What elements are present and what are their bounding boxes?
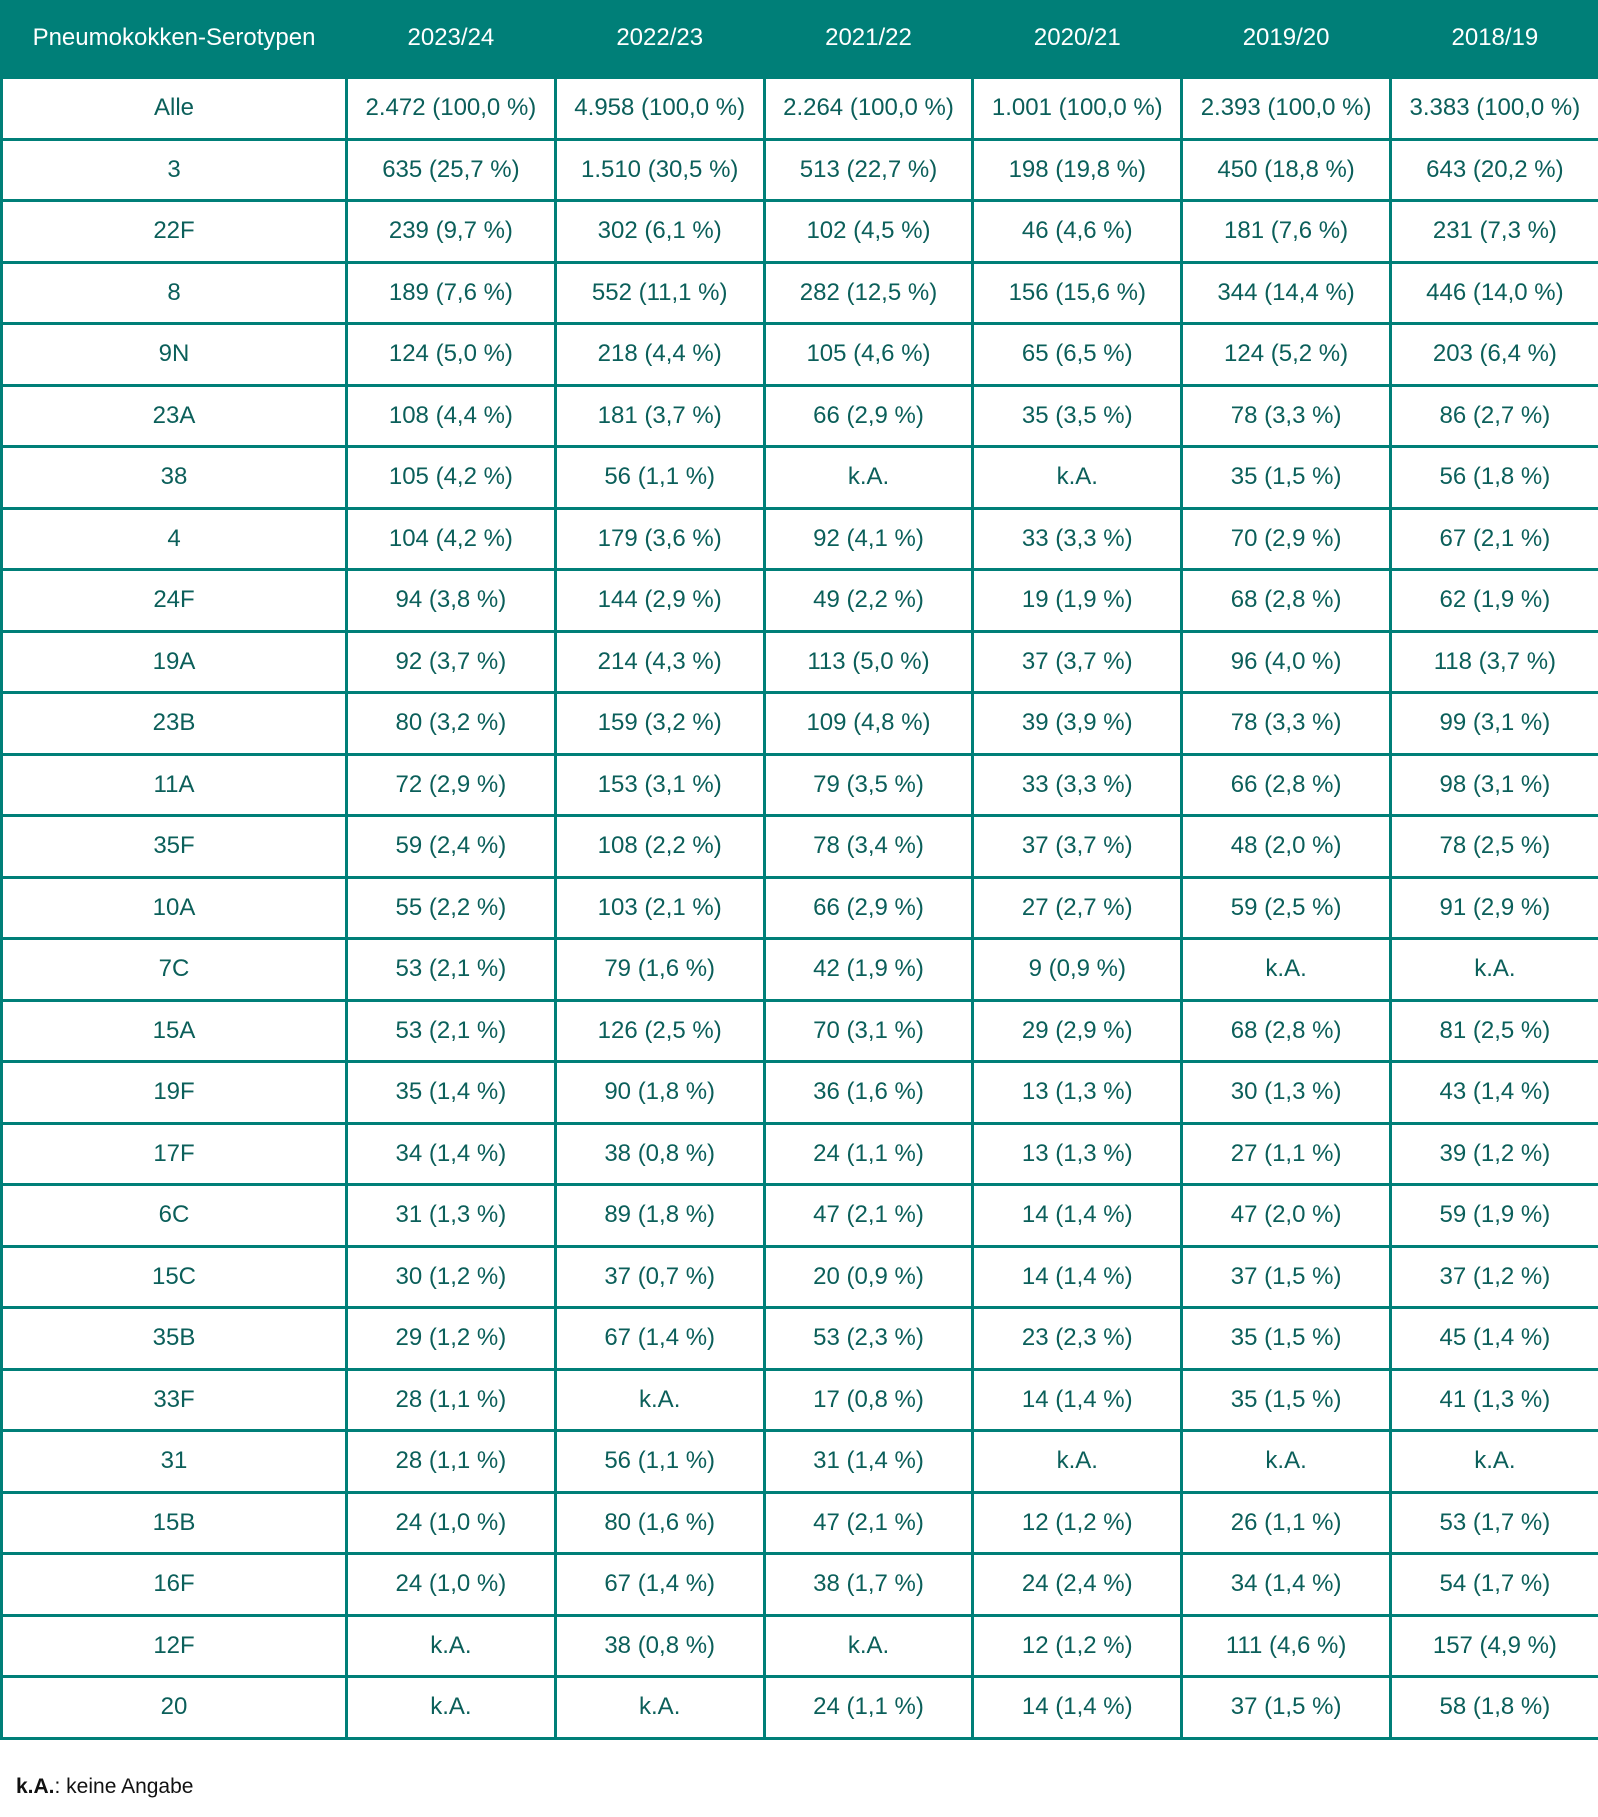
count-cell: 37 (1,2 %)	[1390, 1246, 1598, 1308]
count-cell: k.A.	[764, 447, 973, 509]
column-header: 2018/19	[1390, 0, 1598, 78]
count-cell: 78 (3,4 %)	[764, 816, 973, 878]
count-cell: 30 (1,3 %)	[1182, 1062, 1391, 1124]
count-cell: 54 (1,7 %)	[1390, 1554, 1598, 1616]
serotype-cell: 35B	[2, 1308, 347, 1370]
footnote-abbreviation: k.A.	[16, 1775, 55, 1798]
count-cell: 1.510 (30,5 %)	[555, 139, 764, 201]
count-cell: 37 (1,5 %)	[1182, 1677, 1391, 1739]
count-cell: 231 (7,3 %)	[1390, 201, 1598, 263]
serotype-cell: 22F	[2, 201, 347, 263]
serotype-cell: 15B	[2, 1492, 347, 1554]
count-cell: 92 (4,1 %)	[764, 508, 973, 570]
count-cell: 80 (1,6 %)	[555, 1492, 764, 1554]
count-cell: 2.264 (100,0 %)	[764, 78, 973, 140]
count-cell: 111 (4,6 %)	[1182, 1615, 1391, 1677]
count-cell: 144 (2,9 %)	[555, 570, 764, 632]
count-cell: 26 (1,1 %)	[1182, 1492, 1391, 1554]
count-cell: 56 (1,8 %)	[1390, 447, 1598, 509]
count-cell: 179 (3,6 %)	[555, 508, 764, 570]
table-row	[2, 1492, 1598, 1554]
count-cell: 67 (1,4 %)	[555, 1308, 764, 1370]
serotype-cell: 19A	[2, 631, 347, 693]
count-cell: 9 (0,9 %)	[973, 939, 1182, 1001]
table-row	[2, 816, 1598, 878]
count-cell: k.A.	[973, 1431, 1182, 1493]
count-cell: 91 (2,9 %)	[1390, 877, 1598, 939]
count-cell: k.A.	[1390, 939, 1598, 1001]
count-cell: 45 (1,4 %)	[1390, 1308, 1598, 1370]
count-cell: k.A.	[347, 1677, 556, 1739]
serotype-cell: 10A	[2, 877, 347, 939]
count-cell: 13 (1,3 %)	[973, 1123, 1182, 1185]
count-cell: 24 (1,1 %)	[764, 1123, 973, 1185]
count-cell: 124 (5,0 %)	[347, 324, 556, 386]
count-cell: 35 (3,5 %)	[973, 385, 1182, 447]
table-row	[2, 570, 1598, 632]
count-cell: 109 (4,8 %)	[764, 693, 973, 755]
column-header: 2023/24	[347, 0, 556, 78]
count-cell: 35 (1,5 %)	[1182, 447, 1391, 509]
table-row	[2, 877, 1598, 939]
serotype-cell: 7C	[2, 939, 347, 1001]
table-row	[2, 1185, 1598, 1247]
count-cell: 14 (1,4 %)	[973, 1677, 1182, 1739]
count-cell: 37 (1,5 %)	[1182, 1246, 1391, 1308]
count-cell: 31 (1,3 %)	[347, 1185, 556, 1247]
table-row	[2, 324, 1598, 386]
count-cell: 12 (1,2 %)	[973, 1492, 1182, 1554]
count-cell: 29 (2,9 %)	[973, 1000, 1182, 1062]
serotype-cell: 9N	[2, 324, 347, 386]
serotype-cell: 17F	[2, 1123, 347, 1185]
table-row	[2, 78, 1598, 140]
count-cell: 103 (2,1 %)	[555, 877, 764, 939]
serotype-cell: 4	[2, 508, 347, 570]
count-cell: 153 (3,1 %)	[555, 754, 764, 816]
count-cell: k.A.	[1390, 1431, 1598, 1493]
count-cell: 35 (1,4 %)	[347, 1062, 556, 1124]
count-cell: 218 (4,4 %)	[555, 324, 764, 386]
count-cell: 450 (18,8 %)	[1182, 139, 1391, 201]
count-cell: 302 (6,1 %)	[555, 201, 764, 263]
count-cell: 108 (2,2 %)	[555, 816, 764, 878]
count-cell: 59 (2,5 %)	[1182, 877, 1391, 939]
count-cell: 81 (2,5 %)	[1390, 1000, 1598, 1062]
count-cell: 203 (6,4 %)	[1390, 324, 1598, 386]
count-cell: 39 (3,9 %)	[973, 693, 1182, 755]
count-cell: 56 (1,1 %)	[555, 447, 764, 509]
count-cell: 38 (0,8 %)	[555, 1123, 764, 1185]
table-row	[2, 693, 1598, 755]
count-cell: 33 (3,3 %)	[973, 508, 1182, 570]
serotype-cell: 35F	[2, 816, 347, 878]
count-cell: 36 (1,6 %)	[764, 1062, 973, 1124]
count-cell: 35 (1,5 %)	[1182, 1369, 1391, 1431]
table-row	[2, 631, 1598, 693]
count-cell: k.A.	[1182, 1431, 1391, 1493]
count-cell: 39 (1,2 %)	[1390, 1123, 1598, 1185]
count-cell: k.A.	[973, 447, 1182, 509]
table-row	[2, 385, 1598, 447]
count-cell: 23 (2,3 %)	[973, 1308, 1182, 1370]
count-cell: 118 (3,7 %)	[1390, 631, 1598, 693]
serotype-cell: 24F	[2, 570, 347, 632]
count-cell: 38 (1,7 %)	[764, 1554, 973, 1616]
serotype-cell: 15C	[2, 1246, 347, 1308]
table-row	[2, 1308, 1598, 1370]
serotype-cell: 38	[2, 447, 347, 509]
serotype-cell: 11A	[2, 754, 347, 816]
count-cell: 62 (1,9 %)	[1390, 570, 1598, 632]
count-cell: 181 (3,7 %)	[555, 385, 764, 447]
count-cell: 14 (1,4 %)	[973, 1185, 1182, 1247]
count-cell: 31 (1,4 %)	[764, 1431, 973, 1493]
count-cell: 157 (4,9 %)	[1390, 1615, 1598, 1677]
count-cell: 47 (2,0 %)	[1182, 1185, 1391, 1247]
count-cell: k.A.	[555, 1369, 764, 1431]
count-cell: 67 (1,4 %)	[555, 1554, 764, 1616]
count-cell: 113 (5,0 %)	[764, 631, 973, 693]
count-cell: 49 (2,2 %)	[764, 570, 973, 632]
count-cell: 37 (3,7 %)	[973, 816, 1182, 878]
count-cell: 105 (4,2 %)	[347, 447, 556, 509]
count-cell: 102 (4,5 %)	[764, 201, 973, 263]
table-row	[2, 1615, 1598, 1677]
serotype-cell: 33F	[2, 1369, 347, 1431]
count-cell: k.A.	[1182, 939, 1391, 1001]
count-cell: 1.001 (100,0 %)	[973, 78, 1182, 140]
count-cell: 53 (2,1 %)	[347, 939, 556, 1001]
count-cell: 189 (7,6 %)	[347, 262, 556, 324]
count-cell: 30 (1,2 %)	[347, 1246, 556, 1308]
table-row	[2, 1123, 1598, 1185]
count-cell: 20 (0,9 %)	[764, 1246, 973, 1308]
column-header: 2019/20	[1182, 0, 1391, 78]
table-row	[2, 508, 1598, 570]
count-cell: 53 (1,7 %)	[1390, 1492, 1598, 1554]
column-header: 2020/21	[973, 0, 1182, 78]
count-cell: 156 (15,6 %)	[973, 262, 1182, 324]
footnote-text: : keine Angabe	[54, 1775, 194, 1798]
count-cell: 86 (2,7 %)	[1390, 385, 1598, 447]
count-cell: 56 (1,1 %)	[555, 1431, 764, 1493]
count-cell: 4.958 (100,0 %)	[555, 78, 764, 140]
serotype-cell: 15A	[2, 1000, 347, 1062]
count-cell: 105 (4,6 %)	[764, 324, 973, 386]
count-cell: 46 (4,6 %)	[973, 201, 1182, 263]
count-cell: 643 (20,2 %)	[1390, 139, 1598, 201]
count-cell: 65 (6,5 %)	[973, 324, 1182, 386]
count-cell: 104 (4,2 %)	[347, 508, 556, 570]
count-cell: 344 (14,4 %)	[1182, 262, 1391, 324]
count-cell: 53 (2,3 %)	[764, 1308, 973, 1370]
table-row	[2, 1062, 1598, 1124]
count-cell: 239 (9,7 %)	[347, 201, 556, 263]
table-row	[2, 139, 1598, 201]
serotype-cell: 6C	[2, 1185, 347, 1247]
count-cell: 24 (2,4 %)	[973, 1554, 1182, 1616]
count-cell: 72 (2,9 %)	[347, 754, 556, 816]
count-cell: 94 (3,8 %)	[347, 570, 556, 632]
count-cell: 181 (7,6 %)	[1182, 201, 1391, 263]
count-cell: 282 (12,5 %)	[764, 262, 973, 324]
table-row	[2, 201, 1598, 263]
count-cell: 108 (4,4 %)	[347, 385, 556, 447]
column-header: Pneumokokken-Serotypen	[2, 0, 347, 78]
column-header: 2022/23	[555, 0, 764, 78]
count-cell: 35 (1,5 %)	[1182, 1308, 1391, 1370]
count-cell: 43 (1,4 %)	[1390, 1062, 1598, 1124]
count-cell: 70 (2,9 %)	[1182, 508, 1391, 570]
count-cell: 37 (0,7 %)	[555, 1246, 764, 1308]
count-cell: 96 (4,0 %)	[1182, 631, 1391, 693]
table-row	[2, 1554, 1598, 1616]
count-cell: 41 (1,3 %)	[1390, 1369, 1598, 1431]
table-row	[2, 1431, 1598, 1493]
count-cell: 66 (2,9 %)	[764, 385, 973, 447]
count-cell: 48 (2,0 %)	[1182, 816, 1391, 878]
footnote	[16, 1775, 193, 1799]
count-cell: 27 (1,1 %)	[1182, 1123, 1391, 1185]
table-row	[2, 1369, 1598, 1431]
count-cell: 42 (1,9 %)	[764, 939, 973, 1001]
count-cell: 79 (1,6 %)	[555, 939, 764, 1001]
count-cell: 14 (1,4 %)	[973, 1369, 1182, 1431]
serotype-cell: 16F	[2, 1554, 347, 1616]
table-row	[2, 447, 1598, 509]
count-cell: 98 (3,1 %)	[1390, 754, 1598, 816]
count-cell: 78 (3,3 %)	[1182, 693, 1391, 755]
count-cell: 68 (2,8 %)	[1182, 1000, 1391, 1062]
count-cell: 92 (3,7 %)	[347, 631, 556, 693]
count-cell: 78 (2,5 %)	[1390, 816, 1598, 878]
serotype-cell: 3	[2, 139, 347, 201]
count-cell: 59 (1,9 %)	[1390, 1185, 1598, 1247]
count-cell: 58 (1,8 %)	[1390, 1677, 1598, 1739]
count-cell: 24 (1,0 %)	[347, 1492, 556, 1554]
table-row	[2, 754, 1598, 816]
serotype-cell: 12F	[2, 1615, 347, 1677]
table-row	[2, 1677, 1598, 1739]
count-cell: 24 (1,1 %)	[764, 1677, 973, 1739]
count-cell: k.A.	[764, 1615, 973, 1677]
table-body	[2, 78, 1598, 1739]
count-cell: 446 (14,0 %)	[1390, 262, 1598, 324]
count-cell: 13 (1,3 %)	[973, 1062, 1182, 1124]
serotype-cell: 20	[2, 1677, 347, 1739]
count-cell: 214 (4,3 %)	[555, 631, 764, 693]
serotype-cell: 8	[2, 262, 347, 324]
count-cell: 53 (2,1 %)	[347, 1000, 556, 1062]
count-cell: 79 (3,5 %)	[764, 754, 973, 816]
serotype-cell: Alle	[2, 78, 347, 140]
table-row	[2, 1000, 1598, 1062]
count-cell: 2.393 (100,0 %)	[1182, 78, 1391, 140]
serotype-cell: 19F	[2, 1062, 347, 1124]
table-row	[2, 939, 1598, 1001]
count-cell: k.A.	[555, 1677, 764, 1739]
count-cell: 89 (1,8 %)	[555, 1185, 764, 1247]
count-cell: 68 (2,8 %)	[1182, 570, 1391, 632]
count-cell: 78 (3,3 %)	[1182, 385, 1391, 447]
count-cell: 126 (2,5 %)	[555, 1000, 764, 1062]
count-cell: 513 (22,7 %)	[764, 139, 973, 201]
count-cell: 33 (3,3 %)	[973, 754, 1182, 816]
count-cell: 47 (2,1 %)	[764, 1185, 973, 1247]
serotype-cell: 23A	[2, 385, 347, 447]
count-cell: 99 (3,1 %)	[1390, 693, 1598, 755]
count-cell: 47 (2,1 %)	[764, 1492, 973, 1554]
count-cell: 2.472 (100,0 %)	[347, 78, 556, 140]
count-cell: 38 (0,8 %)	[555, 1615, 764, 1677]
count-cell: 59 (2,4 %)	[347, 816, 556, 878]
count-cell: 17 (0,8 %)	[764, 1369, 973, 1431]
count-cell: 3.383 (100,0 %)	[1390, 78, 1598, 140]
serotype-cell: 23B	[2, 693, 347, 755]
count-cell: 12 (1,2 %)	[973, 1615, 1182, 1677]
count-cell: 90 (1,8 %)	[555, 1062, 764, 1124]
count-cell: 635 (25,7 %)	[347, 139, 556, 201]
count-cell: 66 (2,8 %)	[1182, 754, 1391, 816]
table-row	[2, 262, 1598, 324]
count-cell: 28 (1,1 %)	[347, 1369, 556, 1431]
count-cell: 552 (11,1 %)	[555, 262, 764, 324]
table-row	[2, 1246, 1598, 1308]
column-header: 2021/22	[764, 0, 973, 78]
count-cell: 66 (2,9 %)	[764, 877, 973, 939]
table-header-row	[2, 0, 1598, 78]
count-cell: 27 (2,7 %)	[973, 877, 1182, 939]
serotype-cell: 31	[2, 1431, 347, 1493]
count-cell: 24 (1,0 %)	[347, 1554, 556, 1616]
count-cell: 159 (3,2 %)	[555, 693, 764, 755]
count-cell: 28 (1,1 %)	[347, 1431, 556, 1493]
count-cell: 37 (3,7 %)	[973, 631, 1182, 693]
count-cell: 29 (1,2 %)	[347, 1308, 556, 1370]
count-cell: 14 (1,4 %)	[973, 1246, 1182, 1308]
count-cell: 19 (1,9 %)	[973, 570, 1182, 632]
count-cell: 34 (1,4 %)	[347, 1123, 556, 1185]
count-cell: 80 (3,2 %)	[347, 693, 556, 755]
count-cell: 198 (19,8 %)	[973, 139, 1182, 201]
count-cell: 34 (1,4 %)	[1182, 1554, 1391, 1616]
count-cell: k.A.	[347, 1615, 556, 1677]
count-cell: 70 (3,1 %)	[764, 1000, 973, 1062]
count-cell: 124 (5,2 %)	[1182, 324, 1391, 386]
count-cell: 67 (2,1 %)	[1390, 508, 1598, 570]
count-cell: 55 (2,2 %)	[347, 877, 556, 939]
